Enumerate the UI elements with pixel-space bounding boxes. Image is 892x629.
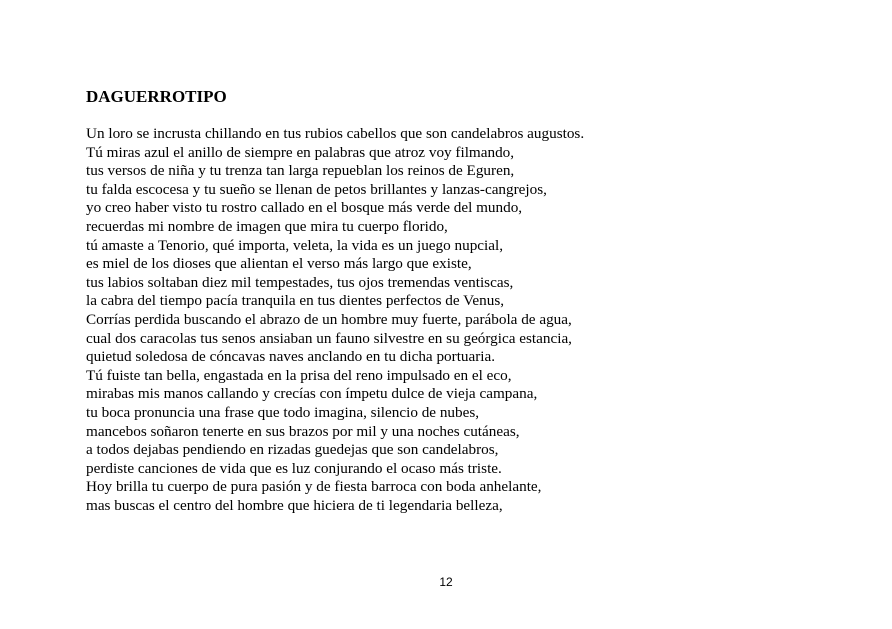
poem-line: Un loro se incrusta chillando en tus rubios cabellos que son candelabros augustos. bbox=[86, 125, 585, 142]
poem-line: Hoy brilla tu cuerpo de pura pasión y de fiesta barroca con boda anhelante, bbox=[86, 478, 542, 496]
poem-line: tu falda escocesa y tu sueño se llenan de petos brillantes y lanzas-cangrejos, bbox=[86, 180, 547, 198]
poem-line: mas buscas el centro del hombre que hiciera de ti legendaria belleza, bbox=[86, 496, 503, 514]
poem-line: es miel de los dioses que alientan el verso más largo que existe, bbox=[86, 255, 472, 273]
poem-line: mancebos soñaron tenerte en sus brazos por mil y una noches cutáneas, bbox=[86, 422, 520, 440]
poem-line: quietud soledosa de cóncavas naves anclando en tu dicha portuaria. bbox=[86, 348, 496, 366]
poem-line: tus versos de niña y tu trenza tan larga repueblan los reinos de Eguren, bbox=[86, 162, 515, 180]
poem-line: Tú miras azul el anillo de siempre en palabras que atroz voy filmando, bbox=[86, 143, 515, 161]
poem-body bbox=[86, 125, 584, 515]
poem-line: Corrías perdida buscando el abrazo de un hombre muy fuerte, parábola de agua, bbox=[86, 310, 572, 328]
poem-line: perdiste canciones de vida que es luz conjurando el ocaso más triste. bbox=[86, 459, 502, 477]
poem-line: la cabra del tiempo pacía tranquila en tus dientes perfectos de Venus, bbox=[86, 292, 505, 310]
page-number: 12 bbox=[439, 575, 453, 589]
poem-line: yo creo haber visto tu rostro callado en el bosque más verde del mundo, bbox=[86, 199, 523, 217]
poem-line: cual dos caracolas tus senos ansiaban un fauno silvestre en su geórgica estancia, bbox=[86, 329, 572, 347]
poem-line: tu boca pronuncia una frase que todo imagina, silencio de nubes, bbox=[86, 403, 480, 421]
poem-line: a todos dejabas pendiendo en rizadas guedejas que son candelabros, bbox=[86, 441, 499, 459]
poem-line: recuerdas mi nombre de imagen que mira tu cuerpo florido, bbox=[86, 217, 448, 235]
poem-line: tú amaste a Tenorio, qué importa, veleta, la vida es un juego nupcial, bbox=[86, 236, 504, 254]
poem-line: Tú fuiste tan bella, engastada en la prisa del reno impulsado en el eco, bbox=[86, 366, 512, 384]
poem-line: tus labios soltaban diez mil tempestades, tus ojos tremendas ventiscas, bbox=[86, 273, 514, 291]
poem-line: mirabas mis manos callando y crecías con ímpetu dulce de vieja campana, bbox=[86, 385, 538, 403]
poem-title: DAGUERROTIPO bbox=[86, 87, 227, 106]
